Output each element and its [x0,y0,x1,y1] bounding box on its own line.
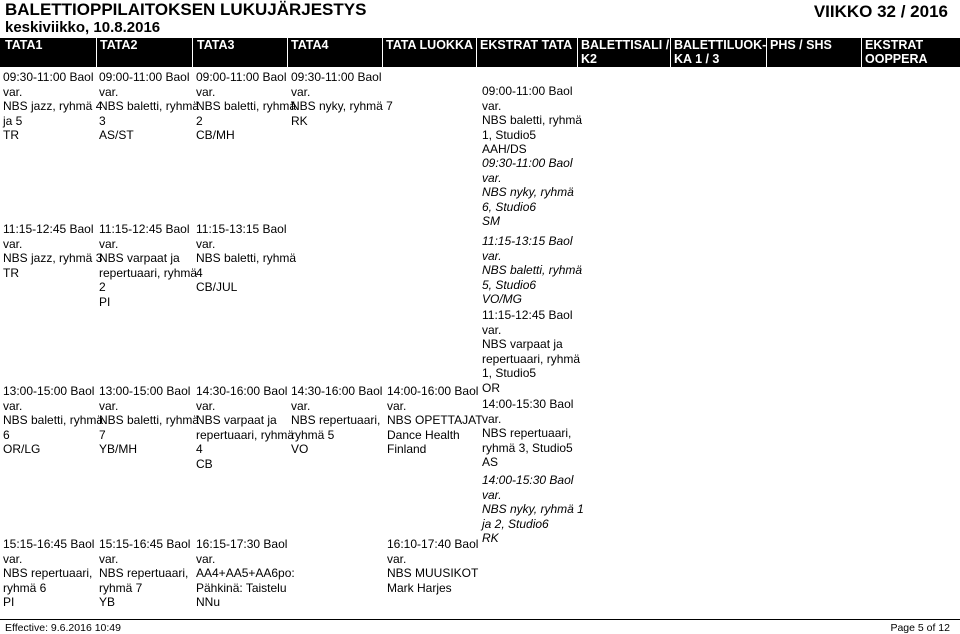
event-line: Pähkinä: Taistelu [196,580,287,595]
schedule-event [3,384,103,457]
event-line: 11:15-13:15 Baol [196,222,287,236]
event-line: 11:15-13:15 Baol [482,234,573,248]
event-line: AS/ST [99,128,134,143]
page-date: keskiviikko, 10.8.2016 [5,19,161,36]
event-line: PI [3,595,15,610]
event-line: NBS baletti, ryhmä [482,263,583,278]
event-line: NBS baletti, ryhmä [99,413,200,428]
event-line: NBS OPETTAJAT [387,413,483,428]
event-line: ryhmä 7 [99,580,143,595]
event-line: NBS baletti, ryhmä [482,113,583,128]
event-line: ryhmä 6 [3,580,47,595]
event-line: SM [482,214,500,229]
event-line: 1, Studio5 [482,127,537,142]
event-line: NBS varpaat ja [482,337,563,352]
column-header: EKSTRAT OOPPERA [865,38,928,66]
event-line: CB/JUL [196,280,238,295]
schedule-event [291,70,393,128]
schedule-event [196,537,295,610]
event-line: ja 5 [3,113,23,128]
event-line: VO [291,442,309,457]
event-line: 7 [99,427,106,442]
event-line: var. [3,398,23,413]
event-line: var. [291,84,311,99]
event-line: 14:00-15:30 Baol [482,473,574,487]
schedule-event [99,222,197,310]
event-line: ja 2, Studio6 [482,516,549,531]
schedule-event [291,384,382,457]
schedule-event [387,384,483,457]
event-line: repertuaari, ryhmä [99,265,198,280]
event-line: 15:15-16:45 Baol [99,537,191,551]
event-line: var. [196,84,216,99]
event-line: AAH/DS [482,142,527,157]
event-line: 13:00-15:00 Baol [99,384,191,398]
event-line: CB [196,456,213,471]
event-line: 11:15-12:45 Baol [99,222,190,236]
event-line: var. [482,487,502,502]
event-line: var. [482,248,502,263]
event-line: OR/LG [3,442,41,457]
event-line: Dance Health [387,427,460,442]
event-line: var. [196,236,216,251]
column-header: TATA LUOKKA [386,38,474,52]
event-line: NBS baletti, ryhmä [3,413,104,428]
schedule-event [482,234,582,307]
event-line: TR [3,265,19,280]
event-line: YB/MH [99,442,138,457]
event-line: 15:15-16:45 Baol [3,537,95,551]
event-line: PI [99,294,111,309]
event-line: 09:30-11:00 Baol [482,156,573,170]
event-line: var. [482,322,502,337]
event-line: NBS varpaat ja [196,413,277,428]
column-header: TATA2 [100,38,138,52]
event-line: NBS repertuaari, [3,566,93,581]
event-line: repertuaari, ryhmä [196,427,295,442]
column-header: BALETTISALI / K2 [581,38,670,66]
event-line: 16:15-17:30 Baol [196,537,288,551]
event-line: NBS baletti, ryhmä [196,99,297,114]
event-line: var. [99,84,119,99]
event-line: var. [387,398,407,413]
schedule-event [196,70,296,143]
event-line: var. [291,398,311,413]
event-line: Finland [387,442,427,457]
event-line: CB/MH [196,128,235,143]
footer-page: Page 5 of 12 [890,622,950,634]
schedule-event [99,70,199,143]
event-line: Mark Harjes [387,580,452,595]
event-line: 09:30-11:00 Baol [291,70,382,84]
footer-effective: Effective: 9.6.2016 10:49 [5,622,121,634]
event-line: var. [196,551,216,566]
event-line: 14:00-16:00 Baol [387,384,479,398]
event-line: 6 [3,427,10,442]
event-line: NBS repertuaari, [291,413,381,428]
event-line: 09:00-11:00 Baol [482,84,573,98]
event-line: NBS repertuaari, [99,566,189,581]
event-line: 3 [99,113,106,128]
event-line: var. [3,84,23,99]
event-line: 09:30-11:00 Baol [3,70,94,84]
column-header: PHS / SHS [770,38,832,52]
event-line: NNu [196,595,221,610]
schedule-event [482,84,582,157]
page-title: BALETTIOPPILAITOKSEN LUKUJÄRJESTYS [5,0,367,19]
column-header: EKSTRAT TATA [480,38,573,52]
event-line: AA4+AA5+AA6po: [196,566,295,581]
column-header: BALETTILUOK-KA 1 / 3 [674,38,767,66]
schedule-event [387,537,478,595]
event-line: var. [482,98,502,113]
event-line: RK [291,113,308,128]
event-line: var. [3,551,23,566]
schedule-event [99,537,190,610]
schedule-event [99,384,199,457]
schedule-event [482,397,573,470]
event-line: 11:15-12:45 Baol [482,308,573,322]
event-line: NBS nyky, ryhmä 1 [482,502,584,517]
schedule-event [196,222,296,295]
event-line: 5, Studio6 [482,277,537,292]
event-line: var. [99,551,119,566]
footer-divider [0,619,960,620]
event-line: NBS varpaat ja [99,251,180,266]
event-line: 14:30-16:00 Baol [196,384,288,398]
event-line: NBS repertuaari, [482,426,572,441]
column-header: TATA3 [197,38,235,52]
event-line: NBS nyky, ryhmä [482,185,574,200]
event-line: ryhmä 3, Studio5 [482,440,573,455]
event-line: 09:00-11:00 Baol [196,70,287,84]
event-line: NBS jazz, ryhmä 3 [3,251,103,266]
event-line: NBS nyky, ryhmä 7 [291,99,393,114]
schedule-event [196,384,294,472]
event-line: var. [99,398,119,413]
schedule-event [482,473,584,546]
event-line: var. [196,398,216,413]
event-line: 6, Studio6 [482,199,537,214]
column-header: TATA1 [5,38,43,52]
event-line: VO/MG [482,292,523,307]
event-line: 1, Studio5 [482,366,537,381]
event-line: var. [482,411,502,426]
event-line: YB [99,595,116,610]
schedule-event [3,222,102,280]
column-header: TATA4 [291,38,329,52]
schedule-event [3,537,94,610]
event-line: 14:30-16:00 Baol [291,384,383,398]
event-line: NBS MUUSIKOT [387,566,479,581]
event-line: 4 [196,265,203,280]
event-line: 13:00-15:00 Baol [3,384,95,398]
event-line: OR [482,380,500,395]
event-line: 09:00-11:00 Baol [99,70,190,84]
event-line: 4 [196,442,203,457]
event-line: 14:00-15:30 Baol [482,397,574,411]
event-line: AS [482,455,499,470]
event-line: 2 [196,113,203,128]
week-label: VIIKKO 32 / 2016 [813,2,948,21]
event-line: NBS baletti, ryhmä [196,251,297,266]
schedule-event [482,156,574,229]
event-line: 2 [99,280,106,295]
event-line: TR [3,128,19,143]
event-line: ryhmä 5 [291,427,335,442]
event-line: 11:15-12:45 Baol [3,222,94,236]
event-line: var. [482,170,502,185]
event-line: var. [99,236,119,251]
event-line: var. [387,551,407,566]
event-line: 16:10-17:40 Baol [387,537,479,551]
event-line: var. [3,236,23,251]
event-line: NBS baletti, ryhmä [99,99,200,114]
event-line: repertuaari, ryhmä [482,351,581,366]
schedule-event [3,70,102,143]
event-line: RK [482,531,499,546]
event-line: NBS jazz, ryhmä 4 [3,99,103,114]
schedule-event [482,308,580,396]
